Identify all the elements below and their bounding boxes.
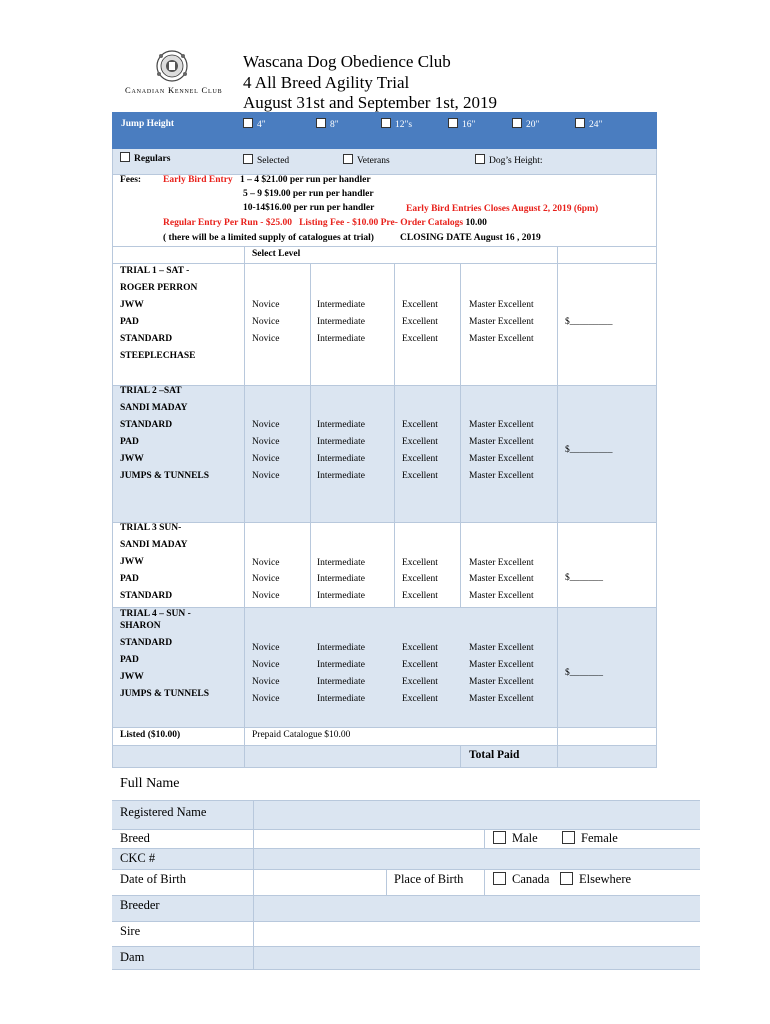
trial-2-amount[interactable]: $_________ <box>565 445 613 455</box>
level-novice[interactable]: Novice <box>252 574 280 584</box>
page-title-event: 4 All Breed Agility Trial <box>243 73 410 92</box>
fee-line-1: 1 – 4 $21.00 per run per handler <box>240 175 371 185</box>
trial-3-class: JWW <box>120 557 144 567</box>
prepaid-catalogue[interactable]: Prepaid Catalogue $10.00 <box>252 730 351 740</box>
fees-label: Fees: <box>120 175 142 185</box>
trial-4-class: JUMPS & TUNNELS <box>120 689 210 699</box>
level-excellent[interactable]: Excellent <box>402 300 438 310</box>
trial-4-amount[interactable]: $_______ <box>565 668 603 678</box>
level-novice[interactable]: Novice <box>252 694 280 704</box>
level-intermediate[interactable]: Intermediate <box>317 454 366 464</box>
logo-text: Canadian Kennel Club <box>125 85 223 95</box>
level-master[interactable]: Master Excellent <box>469 694 534 704</box>
full-name-label: Full Name <box>120 776 180 791</box>
level-novice[interactable]: Novice <box>252 660 280 670</box>
level-intermediate[interactable]: Intermediate <box>317 643 366 653</box>
level-novice[interactable]: Novice <box>252 334 280 344</box>
jump-height-option-4[interactable]: 4" <box>243 118 266 130</box>
breed-field[interactable] <box>254 830 484 848</box>
trial-2-judge: SANDI MADAY <box>120 403 188 413</box>
checkbox-icon[interactable] <box>493 872 506 885</box>
level-excellent[interactable]: Excellent <box>402 694 438 704</box>
ckc-label: CKC # <box>120 851 156 865</box>
level-master[interactable]: Master Excellent <box>469 300 534 310</box>
level-intermediate[interactable]: Intermediate <box>317 317 366 327</box>
level-excellent[interactable]: Excellent <box>402 437 438 447</box>
level-intermediate[interactable]: Intermediate <box>317 471 366 481</box>
fee-line-2: 5 – 9 $19.00 per run per handler <box>243 189 374 199</box>
registered-name-field[interactable] <box>254 801 700 829</box>
level-master[interactable]: Master Excellent <box>469 471 534 481</box>
jump-height-option-8[interactable]: 8" <box>316 118 339 130</box>
canada-option[interactable]: Canada <box>493 872 549 887</box>
level-master[interactable]: Master Excellent <box>469 420 534 430</box>
elsewhere-option[interactable]: Elsewhere <box>560 872 631 887</box>
trial-3-class: STANDARD <box>120 591 173 601</box>
preorder-label: Pre- Order Catalogs <box>380 218 464 228</box>
catalog-note: ( there will be a limited supply of catalogues at trial) <box>163 233 374 243</box>
jump-height-option-24[interactable]: 24" <box>575 118 602 130</box>
checkbox-icon[interactable] <box>316 118 326 128</box>
dob-field[interactable] <box>254 870 386 895</box>
regular-entry-fee: Regular Entry Per Run - $25.00 <box>163 218 292 228</box>
level-novice[interactable]: Novice <box>252 471 280 481</box>
place-of-birth-label: Place of Birth <box>394 872 464 886</box>
female-option[interactable]: Female <box>562 831 618 846</box>
trial-2-title: TRIAL 2 –SAT <box>120 386 182 396</box>
dam-label: Dam <box>120 950 145 964</box>
level-intermediate[interactable]: Intermediate <box>317 420 366 430</box>
total-band <box>112 745 657 767</box>
select-level-heading: Select Level <box>252 249 301 259</box>
trial-1-class: JWW <box>120 300 144 310</box>
male-option[interactable]: Male <box>493 831 538 846</box>
selected-option[interactable]: Selected <box>243 154 289 166</box>
level-novice[interactable]: Novice <box>252 420 280 430</box>
level-excellent[interactable]: Excellent <box>402 558 438 568</box>
level-novice[interactable]: Novice <box>252 437 280 447</box>
sire-field[interactable] <box>254 922 700 946</box>
trial-3-amount[interactable]: $_______ <box>565 573 603 583</box>
level-master[interactable]: Master Excellent <box>469 317 534 327</box>
level-master[interactable]: Master Excellent <box>469 591 534 601</box>
checkbox-icon[interactable] <box>243 154 253 164</box>
trial-4-band <box>112 607 657 727</box>
level-intermediate[interactable]: Intermediate <box>317 574 366 584</box>
checkbox-icon[interactable] <box>343 154 353 164</box>
level-intermediate[interactable]: Intermediate <box>317 334 366 344</box>
checkbox-icon[interactable] <box>381 118 391 128</box>
trial-1-class: PAD <box>120 317 139 327</box>
level-excellent[interactable]: Excellent <box>402 660 438 670</box>
trial-4-class: PAD <box>120 655 139 665</box>
level-master[interactable]: Master Excellent <box>469 660 534 670</box>
level-excellent[interactable]: Excellent <box>402 454 438 464</box>
checkbox-icon[interactable] <box>475 154 485 164</box>
trial-4-judge: SHARON <box>120 621 161 631</box>
trial-2-class: STANDARD <box>120 420 173 430</box>
level-novice[interactable]: Novice <box>252 300 280 310</box>
level-excellent[interactable]: Excellent <box>402 420 438 430</box>
trial-1-class: STEEPLECHASE <box>120 351 196 361</box>
level-master[interactable]: Master Excellent <box>469 643 534 653</box>
level-intermediate[interactable]: Intermediate <box>317 558 366 568</box>
preorder-amount: 10.00 <box>465 218 487 228</box>
level-novice[interactable]: Novice <box>252 591 280 601</box>
level-novice[interactable]: Novice <box>252 454 280 464</box>
level-excellent[interactable]: Excellent <box>402 677 438 687</box>
ckc-crest-icon <box>124 48 224 88</box>
ckc-field[interactable] <box>254 849 700 869</box>
level-master[interactable]: Master Excellent <box>469 574 534 584</box>
level-excellent[interactable]: Excellent <box>402 471 438 481</box>
level-master[interactable]: Master Excellent <box>469 437 534 447</box>
level-master[interactable]: Master Excellent <box>469 558 534 568</box>
level-excellent[interactable]: Excellent <box>402 574 438 584</box>
regulars-option[interactable]: Regulars <box>120 152 170 164</box>
early-bird-close: Early Bird Entries Closes August 2, 2019 (6pm) <box>406 204 599 214</box>
dam-field[interactable] <box>254 947 700 969</box>
total-paid-label: Total Paid <box>469 749 520 761</box>
listed-label[interactable]: Listed ($10.00) <box>120 730 181 740</box>
registered-name-label: Registered Name <box>120 805 207 819</box>
level-intermediate[interactable]: Intermediate <box>317 660 366 670</box>
level-excellent[interactable]: Excellent <box>402 334 438 344</box>
level-master[interactable]: Master Excellent <box>469 677 534 687</box>
trial-2-class: JUMPS & TUNNELS <box>120 471 210 481</box>
level-excellent[interactable]: Excellent <box>402 643 438 653</box>
trial-1-amount[interactable]: $_________ <box>565 317 613 327</box>
level-intermediate[interactable]: Intermediate <box>317 300 366 310</box>
level-intermediate[interactable]: Intermediate <box>317 591 366 601</box>
checkbox-icon[interactable] <box>512 118 522 128</box>
level-novice[interactable]: Novice <box>252 677 280 687</box>
checkbox-icon[interactable] <box>562 831 575 844</box>
trial-4-title: TRIAL 4 – SUN - <box>120 609 191 619</box>
checkbox-icon[interactable] <box>448 118 458 128</box>
trial-3-judge: SANDI MADAY <box>120 540 188 550</box>
page-title-club: Wascana Dog Obedience Club <box>243 52 451 71</box>
trial-1-title: TRIAL 1 – SAT - <box>120 266 190 276</box>
checkbox-icon[interactable] <box>493 831 506 844</box>
veterans-option[interactable]: Veterans <box>343 154 390 166</box>
level-master[interactable]: Master Excellent <box>469 454 534 464</box>
level-excellent[interactable]: Excellent <box>402 591 438 601</box>
dogs-height-field[interactable]: Dog’s Height: <box>475 154 543 166</box>
trial-3-class: PAD <box>120 574 139 584</box>
jump-height-option-20[interactable]: 20" <box>512 118 539 130</box>
breeder-label: Breeder <box>120 898 160 912</box>
level-intermediate[interactable]: Intermediate <box>317 677 366 687</box>
trial-2-class: PAD <box>120 437 139 447</box>
level-master[interactable]: Master Excellent <box>469 334 534 344</box>
level-novice[interactable]: Novice <box>252 558 280 568</box>
trial-2-class: JWW <box>120 454 144 464</box>
trial-4-class: JWW <box>120 672 144 682</box>
checkbox-icon[interactable] <box>120 152 130 162</box>
checkbox-icon[interactable] <box>560 872 573 885</box>
trial-3-title: TRIAL 3 SUN- <box>120 523 182 533</box>
breed-label: Breed <box>120 831 150 845</box>
trial-1-judge: ROGER PERRON <box>120 283 198 293</box>
trial-1-class: STANDARD <box>120 334 173 344</box>
checkbox-icon[interactable] <box>243 118 253 128</box>
jump-height-option-12[interactable]: 12"s <box>381 118 412 130</box>
early-bird-label: Early Bird Entry <box>163 175 233 185</box>
jump-height-option-16[interactable]: 16" <box>448 118 475 130</box>
sire-label: Sire <box>120 924 141 938</box>
trial-4-class: STANDARD <box>120 638 173 648</box>
dob-label: Date of Birth <box>120 872 186 886</box>
level-intermediate[interactable]: Intermediate <box>317 694 366 704</box>
checkbox-icon[interactable] <box>575 118 585 128</box>
page-title-dates: August 31st and September 1st, 2019 <box>243 93 498 112</box>
level-intermediate[interactable]: Intermediate <box>317 437 366 447</box>
level-novice[interactable]: Novice <box>252 643 280 653</box>
fee-line-3: 10-14$16.00 per run per handler <box>243 203 375 213</box>
closing-date: CLOSING DATE August 16 , 2019 <box>400 233 541 243</box>
level-excellent[interactable]: Excellent <box>402 317 438 327</box>
level-novice[interactable]: Novice <box>252 317 280 327</box>
jump-height-label: Jump Height <box>121 119 175 129</box>
listing-fee: Listing Fee - $10.00 <box>299 218 379 228</box>
breeder-field[interactable] <box>254 896 700 921</box>
